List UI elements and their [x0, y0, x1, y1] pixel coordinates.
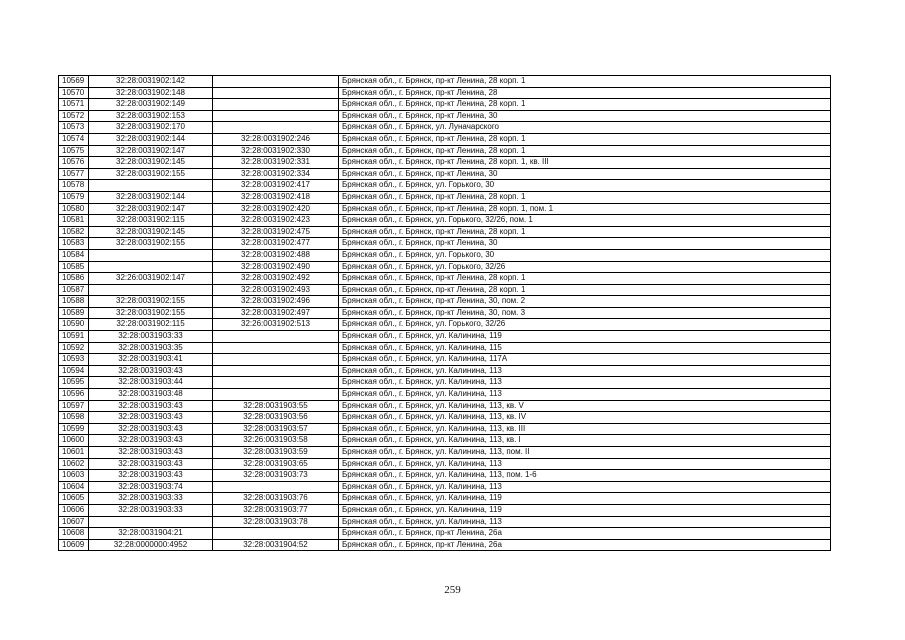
table-row — [59, 539, 831, 551]
related-cadastral-number-cell: 32:28:0031903:76 — [213, 493, 339, 505]
row-number-cell: 10608 — [59, 528, 89, 540]
table-row — [59, 191, 831, 203]
table-row — [59, 354, 831, 366]
cadastral-number-cell: 32:28:0031903:33 — [89, 493, 213, 505]
row-number-cell: 10605 — [59, 493, 89, 505]
cadastral-number-cell: 32:28:0031902:148 — [89, 87, 213, 99]
row-number-cell: 10594 — [59, 365, 89, 377]
row-number-cell: 10571 — [59, 99, 89, 111]
row-number-cell: 10591 — [59, 331, 89, 343]
cadastral-number-cell: 32:28:0031902:155 — [89, 168, 213, 180]
cadastral-number-cell: 32:28:0031902:145 — [89, 157, 213, 169]
address-cell: Брянская обл., г. Брянск, ул. Калинина, 115 — [339, 342, 831, 354]
cadastral-number-cell: 32:28:0000000:4952 — [89, 539, 213, 551]
address-cell: Брянская обл., г. Брянск, пр-кт Ленина, 30 — [339, 238, 831, 250]
table-row — [59, 215, 831, 227]
row-number-cell: 10577 — [59, 168, 89, 180]
table-row — [59, 504, 831, 516]
related-cadastral-number-cell: 32:28:0031903:73 — [213, 470, 339, 482]
cadastral-number-cell: 32:28:0031903:44 — [89, 377, 213, 389]
related-cadastral-number-cell: 32:28:0031902:490 — [213, 261, 339, 273]
cadastral-number-cell: 32:28:0031903:41 — [89, 354, 213, 366]
address-cell: Брянская обл., г. Брянск, пр-кт Ленина, 30, пом. 3 — [339, 307, 831, 319]
row-number-cell: 10595 — [59, 377, 89, 389]
address-cell: Брянская обл., г. Брянск, пр-кт Ленина, 28 корп. 1 — [339, 76, 831, 88]
address-cell: Брянская обл., г. Брянск, пр-кт Ленина, 30 — [339, 110, 831, 122]
related-cadastral-number-cell: 32:28:0031902:330 — [213, 145, 339, 157]
table-row — [59, 145, 831, 157]
cadastral-number-cell — [89, 180, 213, 192]
table-row — [59, 180, 831, 192]
related-cadastral-number-cell: 32:28:0031902:488 — [213, 249, 339, 261]
table-row — [59, 110, 831, 122]
table-row — [59, 400, 831, 412]
related-cadastral-number-cell — [213, 354, 339, 366]
row-number-cell: 10607 — [59, 516, 89, 528]
cadastral-number-cell: 32:28:0031903:33 — [89, 504, 213, 516]
address-cell: Брянская обл., г. Брянск, ул. Калинина, 113 — [339, 516, 831, 528]
cadastral-number-cell: 32:28:0031902:155 — [89, 307, 213, 319]
cadastral-number-cell: 32:28:0031903:43 — [89, 423, 213, 435]
row-number-cell: 10572 — [59, 110, 89, 122]
row-number-cell: 10575 — [59, 145, 89, 157]
address-cell: Брянская обл., г. Брянск, ул. Калинина, 119 — [339, 493, 831, 505]
cadastral-number-cell: 32:28:0031903:48 — [89, 389, 213, 401]
address-cell: Брянская обл., г. Брянск, пр-кт Ленина, 30 — [339, 168, 831, 180]
table-row — [59, 342, 831, 354]
cadastral-number-cell: 32:28:0031904:21 — [89, 528, 213, 540]
row-number-cell: 10603 — [59, 470, 89, 482]
row-number-cell: 10574 — [59, 133, 89, 145]
cadastral-number-cell: 32:28:0031902:147 — [89, 145, 213, 157]
related-cadastral-number-cell: 32:28:0031903:65 — [213, 458, 339, 470]
cadastral-number-cell: 32:28:0031902:155 — [89, 296, 213, 308]
related-cadastral-number-cell: 32:26:0031903:58 — [213, 435, 339, 447]
cadastral-number-cell — [89, 261, 213, 273]
cadastral-number-cell: 32:28:0031903:35 — [89, 342, 213, 354]
related-cadastral-number-cell — [213, 528, 339, 540]
table-row — [59, 423, 831, 435]
related-cadastral-number-cell: 32:28:0031902:334 — [213, 168, 339, 180]
related-cadastral-number-cell — [213, 331, 339, 343]
address-cell: Брянская обл., г. Брянск, пр-кт Ленина, 28 корп. 1 — [339, 145, 831, 157]
related-cadastral-number-cell — [213, 481, 339, 493]
related-cadastral-number-cell: 32:28:0031903:57 — [213, 423, 339, 435]
address-cell: Брянская обл., г. Брянск, ул. Калинина, 119 — [339, 504, 831, 516]
table-row — [59, 238, 831, 250]
table-row — [59, 435, 831, 447]
address-cell: Брянская обл., г. Брянск, ул. Горького, 32/26 — [339, 261, 831, 273]
address-cell: Брянская обл., г. Брянск, пр-кт Ленина, 28 корп. 1 — [339, 191, 831, 203]
table-row — [59, 331, 831, 343]
table-row — [59, 307, 831, 319]
table-row — [59, 470, 831, 482]
cadastral-number-cell: 32:28:0031902:149 — [89, 99, 213, 111]
table-row — [59, 493, 831, 505]
row-number-cell: 10573 — [59, 122, 89, 134]
address-cell: Брянская обл., г. Брянск, ул. Калинина, 113, кв. V — [339, 400, 831, 412]
table-row — [59, 481, 831, 493]
row-number-cell: 10599 — [59, 423, 89, 435]
table-row — [59, 365, 831, 377]
address-cell: Брянская обл., г. Брянск, ул. Калинина, 113, кв. III — [339, 423, 831, 435]
table-row — [59, 157, 831, 169]
row-number-cell: 10596 — [59, 389, 89, 401]
address-cell: Брянская обл., г. Брянск, пр-кт Ленина, 28 корп. 1 — [339, 99, 831, 111]
row-number-cell: 10589 — [59, 307, 89, 319]
cadastral-number-cell — [89, 284, 213, 296]
cadastral-number-cell: 32:28:0031902:153 — [89, 110, 213, 122]
related-cadastral-number-cell: 32:28:0031902:496 — [213, 296, 339, 308]
table-row — [59, 203, 831, 215]
related-cadastral-number-cell: 32:28:0031902:477 — [213, 238, 339, 250]
address-cell: Брянская обл., г. Брянск, ул. Горького, 30 — [339, 180, 831, 192]
row-number-cell: 10581 — [59, 215, 89, 227]
cadastral-number-cell — [89, 516, 213, 528]
address-cell: Брянская обл., г. Брянск, ул. Калинина, 117А — [339, 354, 831, 366]
row-number-cell: 10602 — [59, 458, 89, 470]
table-row — [59, 458, 831, 470]
cadastral-number-cell: 32:28:0031903:43 — [89, 412, 213, 424]
table-row — [59, 377, 831, 389]
table-row — [59, 261, 831, 273]
row-number-cell: 10606 — [59, 504, 89, 516]
cadastral-number-cell: 32:28:0031903:33 — [89, 331, 213, 343]
related-cadastral-number-cell — [213, 389, 339, 401]
row-number-cell: 10570 — [59, 87, 89, 99]
table-row — [59, 226, 831, 238]
row-number-cell: 10586 — [59, 273, 89, 285]
address-cell: Брянская обл., г. Брянск, ул. Калинина, 113, кв. IV — [339, 412, 831, 424]
address-cell: Брянская обл., г. Брянск, ул. Калинина, 113, пом. 1-6 — [339, 470, 831, 482]
cadastral-number-cell — [89, 249, 213, 261]
address-cell: Брянская обл., г. Брянск, пр-кт Ленина, 28 корп. 1 — [339, 284, 831, 296]
address-cell: Брянская обл., г. Брянск, ул. Горького, 32/26, пом. 1 — [339, 215, 831, 227]
related-cadastral-number-cell — [213, 87, 339, 99]
cadastral-number-cell: 32:28:0031903:43 — [89, 470, 213, 482]
address-cell: Брянская обл., г. Брянск, пр-кт Ленина, 28 корп. 1 — [339, 226, 831, 238]
cadastral-number-cell: 32:28:0031902:115 — [89, 319, 213, 331]
table-row — [59, 284, 831, 296]
registry-table — [58, 75, 831, 551]
address-cell: Брянская обл., г. Брянск, ул. Калинина, 113 — [339, 458, 831, 470]
registry-table-body — [59, 76, 831, 551]
address-cell: Брянская обл., г. Брянск, пр-кт Ленина, 28 — [339, 87, 831, 99]
table-row — [59, 87, 831, 99]
related-cadastral-number-cell: 32:28:0031902:493 — [213, 284, 339, 296]
row-number-cell: 10604 — [59, 481, 89, 493]
cadastral-number-cell: 32:28:0031902:115 — [89, 215, 213, 227]
row-number-cell: 10609 — [59, 539, 89, 551]
related-cadastral-number-cell: 32:28:0031903:77 — [213, 504, 339, 516]
row-number-cell: 10600 — [59, 435, 89, 447]
related-cadastral-number-cell: 32:28:0031902:475 — [213, 226, 339, 238]
table-row — [59, 296, 831, 308]
related-cadastral-number-cell: 32:28:0031902:246 — [213, 133, 339, 145]
row-number-cell: 10598 — [59, 412, 89, 424]
table-row — [59, 528, 831, 540]
related-cadastral-number-cell: 32:28:0031904:52 — [213, 539, 339, 551]
table-row — [59, 168, 831, 180]
cadastral-number-cell: 32:28:0031902:145 — [89, 226, 213, 238]
table-row — [59, 389, 831, 401]
table-row — [59, 76, 831, 88]
cadastral-number-cell: 32:28:0031903:43 — [89, 365, 213, 377]
cadastral-number-cell: 32:28:0031902:142 — [89, 76, 213, 88]
related-cadastral-number-cell — [213, 365, 339, 377]
cadastral-number-cell: 32:28:0031903:43 — [89, 447, 213, 459]
related-cadastral-number-cell: 32:28:0031903:59 — [213, 447, 339, 459]
related-cadastral-number-cell — [213, 342, 339, 354]
row-number-cell: 10588 — [59, 296, 89, 308]
related-cadastral-number-cell: 32:28:0031902:418 — [213, 191, 339, 203]
table-row — [59, 99, 831, 111]
cadastral-number-cell: 32:28:0031902:170 — [89, 122, 213, 134]
page-number: 259 — [444, 584, 461, 596]
related-cadastral-number-cell: 32:28:0031902:417 — [213, 180, 339, 192]
cadastral-number-cell: 32:28:0031903:43 — [89, 435, 213, 447]
row-number-cell: 10576 — [59, 157, 89, 169]
table-row — [59, 122, 831, 134]
address-cell: Брянская обл., г. Брянск, пр-кт Ленина, 28 корп. 1 — [339, 133, 831, 145]
row-number-cell: 10583 — [59, 238, 89, 250]
address-cell: Брянская обл., г. Брянск, ул. Калинина, 113 — [339, 365, 831, 377]
related-cadastral-number-cell: 32:28:0031903:78 — [213, 516, 339, 528]
table-row — [59, 412, 831, 424]
row-number-cell: 10597 — [59, 400, 89, 412]
address-cell: Брянская обл., г. Брянск, ул. Горького, 32/26 — [339, 319, 831, 331]
address-cell: Брянская обл., г. Брянск, пр-кт Ленина, 28 корп. 1 — [339, 273, 831, 285]
table-row — [59, 133, 831, 145]
row-number-cell: 10593 — [59, 354, 89, 366]
row-number-cell: 10582 — [59, 226, 89, 238]
row-number-cell: 10584 — [59, 249, 89, 261]
address-cell: Брянская обл., г. Брянск, ул. Луначарского — [339, 122, 831, 134]
row-number-cell: 10587 — [59, 284, 89, 296]
row-number-cell: 10585 — [59, 261, 89, 273]
cadastral-number-cell: 32:28:0031903:74 — [89, 481, 213, 493]
table-row — [59, 447, 831, 459]
related-cadastral-number-cell — [213, 122, 339, 134]
address-cell: Брянская обл., г. Брянск, пр-кт Ленина, 26а — [339, 539, 831, 551]
related-cadastral-number-cell — [213, 110, 339, 122]
related-cadastral-number-cell: 32:26:0031902:513 — [213, 319, 339, 331]
related-cadastral-number-cell: 32:28:0031902:497 — [213, 307, 339, 319]
related-cadastral-number-cell: 32:28:0031902:423 — [213, 215, 339, 227]
cadastral-number-cell: 32:28:0031903:43 — [89, 400, 213, 412]
address-cell: Брянская обл., г. Брянск, ул. Калинина, 113 — [339, 389, 831, 401]
table-row — [59, 273, 831, 285]
related-cadastral-number-cell: 32:28:0031902:492 — [213, 273, 339, 285]
cadastral-number-cell: 32:28:0031902:144 — [89, 133, 213, 145]
cadastral-number-cell: 32:28:0031902:155 — [89, 238, 213, 250]
address-cell: Брянская обл., г. Брянск, пр-кт Ленина, 26а — [339, 528, 831, 540]
address-cell: Брянская обл., г. Брянск, ул. Калинина, 113, пом. II — [339, 447, 831, 459]
related-cadastral-number-cell — [213, 99, 339, 111]
row-number-cell: 10601 — [59, 447, 89, 459]
row-number-cell: 10579 — [59, 191, 89, 203]
cadastral-number-cell: 32:28:0031902:147 — [89, 203, 213, 215]
cadastral-number-cell: 32:28:0031902:144 — [89, 191, 213, 203]
related-cadastral-number-cell: 32:28:0031902:420 — [213, 203, 339, 215]
table-row — [59, 516, 831, 528]
table-row — [59, 319, 831, 331]
related-cadastral-number-cell: 32:28:0031902:331 — [213, 157, 339, 169]
related-cadastral-number-cell: 32:28:0031903:55 — [213, 400, 339, 412]
address-cell: Брянская обл., г. Брянск, пр-кт Ленина, 28 корп. 1, кв. III — [339, 157, 831, 169]
row-number-cell: 10569 — [59, 76, 89, 88]
cadastral-number-cell: 32:26:0031902:147 — [89, 273, 213, 285]
related-cadastral-number-cell — [213, 76, 339, 88]
related-cadastral-number-cell: 32:28:0031903:56 — [213, 412, 339, 424]
row-number-cell: 10578 — [59, 180, 89, 192]
address-cell: Брянская обл., г. Брянск, пр-кт Ленина, 30, пом. 2 — [339, 296, 831, 308]
row-number-cell: 10590 — [59, 319, 89, 331]
address-cell: Брянская обл., г. Брянск, пр-кт Ленина, 28 корп. 1, пом. 1 — [339, 203, 831, 215]
cadastral-number-cell: 32:28:0031903:43 — [89, 458, 213, 470]
address-cell: Брянская обл., г. Брянск, ул. Горького, 30 — [339, 249, 831, 261]
address-cell: Брянская обл., г. Брянск, ул. Калинина, 113 — [339, 481, 831, 493]
address-cell: Брянская обл., г. Брянск, ул. Калинина, 113, кв. I — [339, 435, 831, 447]
related-cadastral-number-cell — [213, 377, 339, 389]
table-row — [59, 249, 831, 261]
address-cell: Брянская обл., г. Брянск, ул. Калинина, 113 — [339, 377, 831, 389]
address-cell: Брянская обл., г. Брянск, ул. Калинина, 119 — [339, 331, 831, 343]
row-number-cell: 10580 — [59, 203, 89, 215]
row-number-cell: 10592 — [59, 342, 89, 354]
